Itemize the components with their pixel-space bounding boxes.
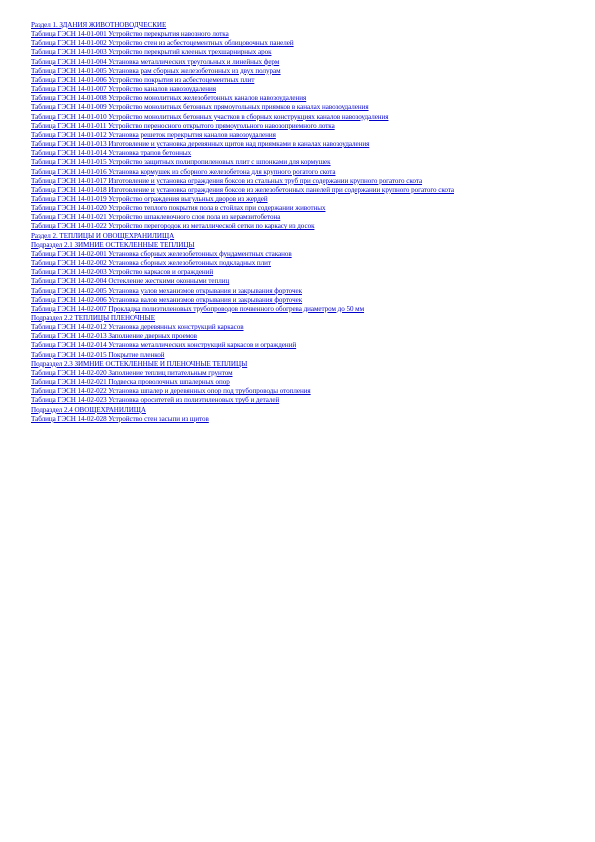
toc-link[interactable]: Таблица ГЭСН 14-01-020 Устройство теплого покрытия пола в стойлах при содержании животных: [31, 204, 326, 213]
toc-link[interactable]: Таблица ГЭСН 14-02-014 Установка металлических конструкций каркасов и ограждений: [31, 341, 297, 350]
toc-link[interactable]: Таблица ГЭСН 14-01-002 Устройство стен из асбестоцементных облицовочных панелей: [31, 39, 294, 48]
toc-link[interactable]: Таблица ГЭСН 14-01-012 Установка решеток перекрытия каналов навозоудаления: [31, 130, 276, 139]
toc-link[interactable]: Таблица ГЭСН 14-01-018 Изготовление и установка ограждения боксов из железобетонных панелей при содержании крупного рогатого скота: [31, 185, 455, 194]
table-of-contents: [31, 21, 526, 424]
toc-link[interactable]: Таблица ГЭСН 14-01-022 Устройство перегородок из металлической сетки по каркасу из досок: [31, 222, 315, 231]
toc-link[interactable]: Таблица ГЭСН 14-02-021 Подвеска проволочных шпалерных опор: [31, 378, 230, 387]
toc-link[interactable]: Таблица ГЭСН 14-02-020 Заполнение теплиц питательным грунтом: [31, 368, 233, 377]
toc-link[interactable]: Таблица ГЭСН 14-01-010 Устройство монолитных бетонных участков в сборных конструкциях каналов навозоудаления: [31, 112, 389, 121]
toc-link[interactable]: Таблица ГЭСН 14-02-007 Прокладка полиэтиленовых трубопроводов почвенного обогрева диаметром до 50 мм: [31, 304, 365, 313]
toc-link[interactable]: Таблица ГЭСН 14-01-014 Установка трапов бетонных: [31, 149, 192, 158]
toc-link[interactable]: Таблица ГЭСН 14-01-005 Установка рам сборных железобетонных из двух полурам: [31, 66, 281, 75]
toc-link[interactable]: Таблица ГЭСН 14-01-013 Изготовление и установка деревянных щитов над приямками в каналах навозоудаления: [31, 140, 370, 149]
toc-link[interactable]: Раздел 1. ЗДАНИЯ ЖИВОТНОВОДЧЕСКИЕ: [31, 21, 167, 29]
toc-link[interactable]: Таблица ГЭСН 14-01-009 Устройство монолитных бетонных прямоугольных приямков в каналах навозоудаления: [31, 103, 369, 112]
toc-link[interactable]: Таблица ГЭСН 14-01-007 Устройство каналов навозоудаления: [31, 85, 216, 94]
toc-link[interactable]: Таблица ГЭСН 14-02-006 Установка валов механизмов открывания и закрывания форточек: [31, 295, 303, 304]
toc-link[interactable]: Таблица ГЭСН 14-02-002 Установка сборных железобетонных подкладных плит: [31, 259, 271, 268]
toc-link[interactable]: Таблица ГЭСН 14-01-017 Изготовление и установка ограждения боксов из стальных труб при содержании крупного рогатого скота: [31, 176, 423, 185]
toc-link[interactable]: Таблица ГЭСН 14-01-016 Установка кормушек из сборного железобетона для крупного рогатого скота: [31, 167, 336, 176]
toc-link[interactable]: Таблица ГЭСН 14-02-023 Установка ороситетей из полиэтиленовых труб и деталей: [31, 396, 280, 405]
toc-link[interactable]: Таблица ГЭСН 14-01-015 Устройство защитных полипропиленовых плит с шпонками для кормушек: [31, 158, 331, 167]
toc-link[interactable]: Таблица ГЭСН 14-02-005 Установка узлов механизмов открывания и закрывания форточек: [31, 286, 302, 295]
toc-link[interactable]: Раздел 2. ТЕПЛИЦЫ И ОВОЩЕХРАНИЛИЩА: [31, 231, 175, 240]
toc-link[interactable]: Таблица ГЭСН 14-02-013 Заполнение дверных проемов: [31, 332, 197, 341]
toc-link[interactable]: Таблица ГЭСН 14-02-028 Устройство стен засыпи из щитов: [31, 414, 209, 423]
toc-link[interactable]: Таблица ГЭСН 14-01-004 Установка металлических треугольных и линейных ферм: [31, 57, 280, 66]
toc-link[interactable]: Таблица ГЭСН 14-01-003 Устройство перекрытий клееных трехшарнирных арок: [31, 48, 272, 57]
toc-link[interactable]: Подраздел 2.1 ЗИМНИЕ ОСТЕКЛЕННЫЕ ТЕПЛИЦЫ: [31, 240, 195, 249]
toc-link[interactable]: Подраздел 2.4 ОВОЩЕХРАНИЛИЩА: [31, 405, 146, 414]
toc-link[interactable]: Таблица ГЭСН 14-02-004 Остекление жесткими оконными теплиц: [31, 277, 230, 286]
toc-link[interactable]: Таблица ГЭСН 14-01-008 Устройство монолитных железобетонных каналов навозоудаления: [31, 94, 307, 103]
toc-link[interactable]: Таблица ГЭСН 14-02-022 Установка шпалер и деревянных опор под трубопроводы отопления: [31, 387, 311, 396]
toc-link[interactable]: Таблица ГЭСН 14-01-011 Устройство переносного открытого прямоугольного навозоприемного лотка: [31, 121, 335, 130]
toc-link[interactable]: Таблица ГЭСН 14-01-019 Устройство ограждения выгульных дворов из жердей: [31, 194, 268, 203]
toc-link[interactable]: Таблица ГЭСН 14-01-021 Устройство шпаклевочного слоя пола из керамзитобетона: [31, 213, 281, 222]
toc-link[interactable]: Таблица ГЭСН 14-01-001 Устройство перекрытия навозного лотка: [31, 30, 229, 39]
toc-link[interactable]: Подраздел 2.2 ТЕПЛИЦЫ ПЛЕНОЧНЫЕ: [31, 314, 156, 322]
toc-link[interactable]: Таблица ГЭСН 14-02-015 Покрытие пленкой: [31, 350, 165, 359]
toc-link[interactable]: Таблица ГЭСН 14-02-003 Устройство каркасов и ограждений: [31, 268, 214, 277]
toc-link[interactable]: Таблица ГЭСН 14-01-006 Устройство покрытия из асбестоцементных плит: [31, 75, 255, 84]
toc-link[interactable]: Таблица ГЭСН 14-02-012 Установка деревянных конструкций каркасов: [31, 323, 244, 332]
toc-link[interactable]: Подраздел 2.3 ЗИМНИЕ ОСТЕКЛЕННЫЕ И ПЛЕНОЧНЫЕ ТЕПЛИЦЫ: [31, 359, 248, 368]
toc-link[interactable]: Таблица ГЭСН 14-02-001 Установка сборных железобетонных фундаментных стаканов: [31, 249, 292, 258]
